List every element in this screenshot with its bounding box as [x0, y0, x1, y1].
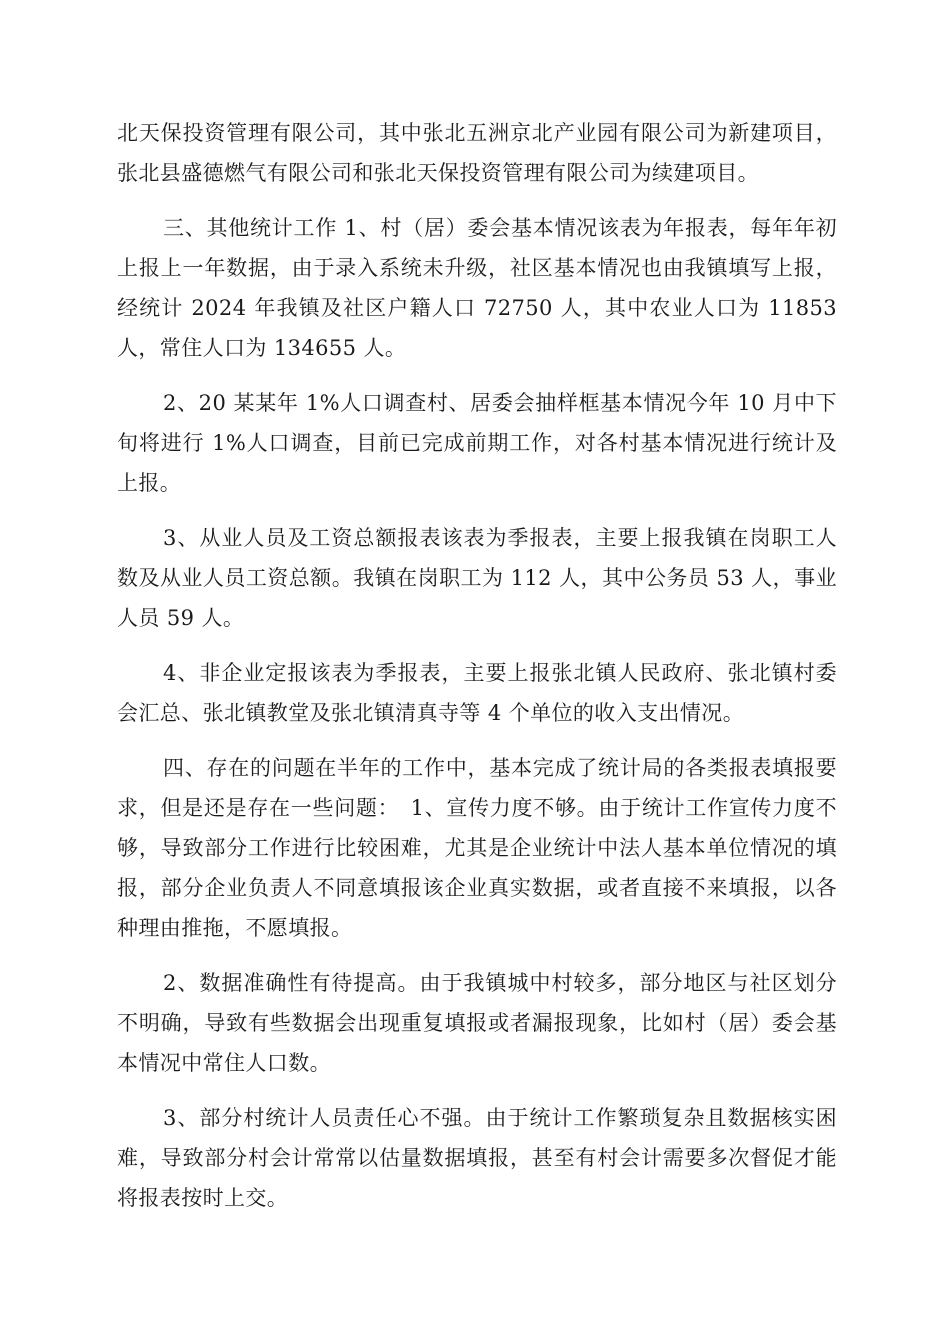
- paragraph-data-accuracy: 2、数据准确性有待提高。由于我镇城中村较多，部分地区与社区划分不明确，导致有些数据会出现重复填报或者漏报现象，比如村（居）委会基本情况中常住人口数。: [117, 971, 837, 1075]
- paragraph-problems: 四、存在的问题在半年的工作中，基本完成了统计局的各类报表填报要求，但是还是存在一些问题： 1、宣传力度不够。由于统计工作宣传力度不够，导致部分工作进行比较困难，尤其是企业统计中法人基本单位情况的填报，部分企业负责人不同意填报该企业真实数据，或者直接不来填报，以各种理由推拖，不愿填报。: [117, 756, 837, 940]
- paragraph-continuation: 北天保投资管理有限公司，其中张北五洲京北产业园有限公司为新建项目，张北县盛德燃气有限公司和张北天保投资管理有限公司为续建项目。: [117, 121, 837, 185]
- paragraph-non-enterprise: 4、非企业定报该表为季报表，主要上报张北镇人民政府、张北镇村委会汇总、张北镇教堂及张北镇清真寺等 4 个单位的收入支出情况。: [117, 661, 837, 725]
- paragraph-population-survey: 2、20 某某年 1%人口调查村、居委会抽样框基本情况今年 10 月中下旬将进行 1%人口调查，目前已完成前期工作，对各村基本情况进行统计及上报。: [117, 391, 837, 495]
- paragraph-other-statistics: 三、其他统计工作 1、村（居）委会基本情况该表为年报表，每年年初上报上一年数据，由于录入系统未升级，社区基本情况也由我镇填写上报，经统计 2024 年我镇及社区户籍人口 72750 人，其中农业人口为 11853 人，常住人口为 134655 人。: [117, 216, 837, 360]
- document-body: [117, 113, 837, 1233]
- paragraph-responsibility: 3、部分村统计人员责任心不强。由于统计工作繁琐复杂且数据核实困难，导致部分村会计常常以估量数据填报，甚至有村会计需要多次督促才能将报表按时上交。: [117, 1106, 837, 1210]
- paragraph-employment-wages: 3、从业人员及工资总额报表该表为季报表，主要上报我镇在岗职工人数及从业人员工资总额。我镇在岗职工为 112 人，其中公务员 53 人，事业人员 59 人。: [117, 526, 837, 630]
